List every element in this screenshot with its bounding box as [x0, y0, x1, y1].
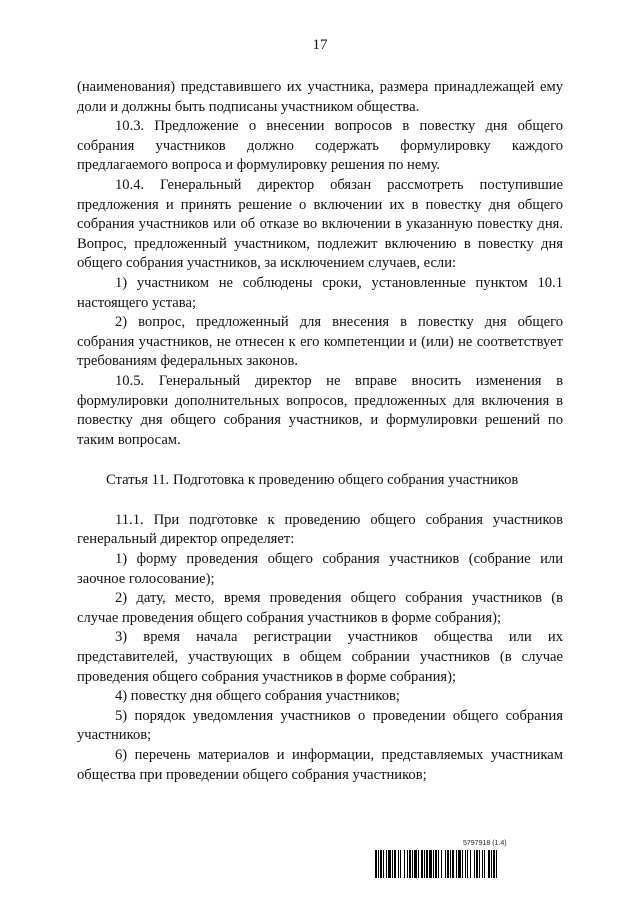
barcode-gap: [497, 850, 499, 878]
list-item: 5) порядок уведомления участников о проведении общего собрания участников;: [77, 707, 563, 744]
paragraph: 10.3. Предложение о внесении вопросов в повестку дня общего собрания участников должно содержать формулировку каждого предлагаемого вопроса и формулировку решения по нему.: [77, 118, 563, 174]
list-item: 2) дату, место, время проведения общего собрания участников (в случае проведения общего собрания участников в форме собрания);: [77, 590, 563, 626]
list-item: 1) форму проведения общего собрания участников (собрание или заочное голосование);: [77, 551, 563, 587]
list-item: 4) повестку дня общего собрания участников;: [115, 688, 400, 705]
paragraph: 10.5. Генеральный директор не вправе вносить изменения в формулировки дополнительных вопросов, предложенных для включения в повестку дня общего собрания участников, и формулировки решений по таким вопросам.: [77, 372, 563, 448]
page-number: 17: [312, 37, 328, 53]
barcode-block: [375, 840, 563, 880]
list-item: 6) перечень материалов и информации, представляемых участникам общества при проведении общего собрания участников;: [77, 747, 563, 783]
list-item: 2) вопрос, предложенный для внесения в повестку дня общего собрания участников, не отнесен к его компетенции и (или) не соответствует требованиям федеральных законов.: [77, 314, 563, 370]
paragraph: 10.4. Генеральный директор обязан рассмотреть поступившие предложения и принять решение о включении их в повестку дня общего собрания участников или об отказе во включении в указанную повестку дня. Вопрос, предложенный участником, подлежит включению в повестку дня общего собрания участников, за исключением случаев, если:: [77, 176, 563, 272]
document-body: [77, 78, 563, 785]
article-heading: Статья 11. Подготовка к проведению общего собрания участников: [106, 472, 519, 489]
paragraph: 11.1. При подготовке к проведению общего собрания участников генеральный директор определяет:: [77, 511, 563, 548]
list-item: 1) участником не соблюдены сроки, установленные пунктом 10.1 настоящего устава;: [77, 274, 563, 311]
list-item: 3) время начала регистрации участников общества или их представителей, участвующих в общем собрании участников (в случае проведения общего собрания участников в форме собрания);: [77, 629, 563, 685]
barcode: [375, 850, 563, 878]
barcode-label: 5797918 (1.4): [463, 840, 507, 847]
paragraph: (наименования) представившего их участника, размера принадлежащей ему доли и должны быть подписаны участником общества.: [77, 79, 563, 115]
